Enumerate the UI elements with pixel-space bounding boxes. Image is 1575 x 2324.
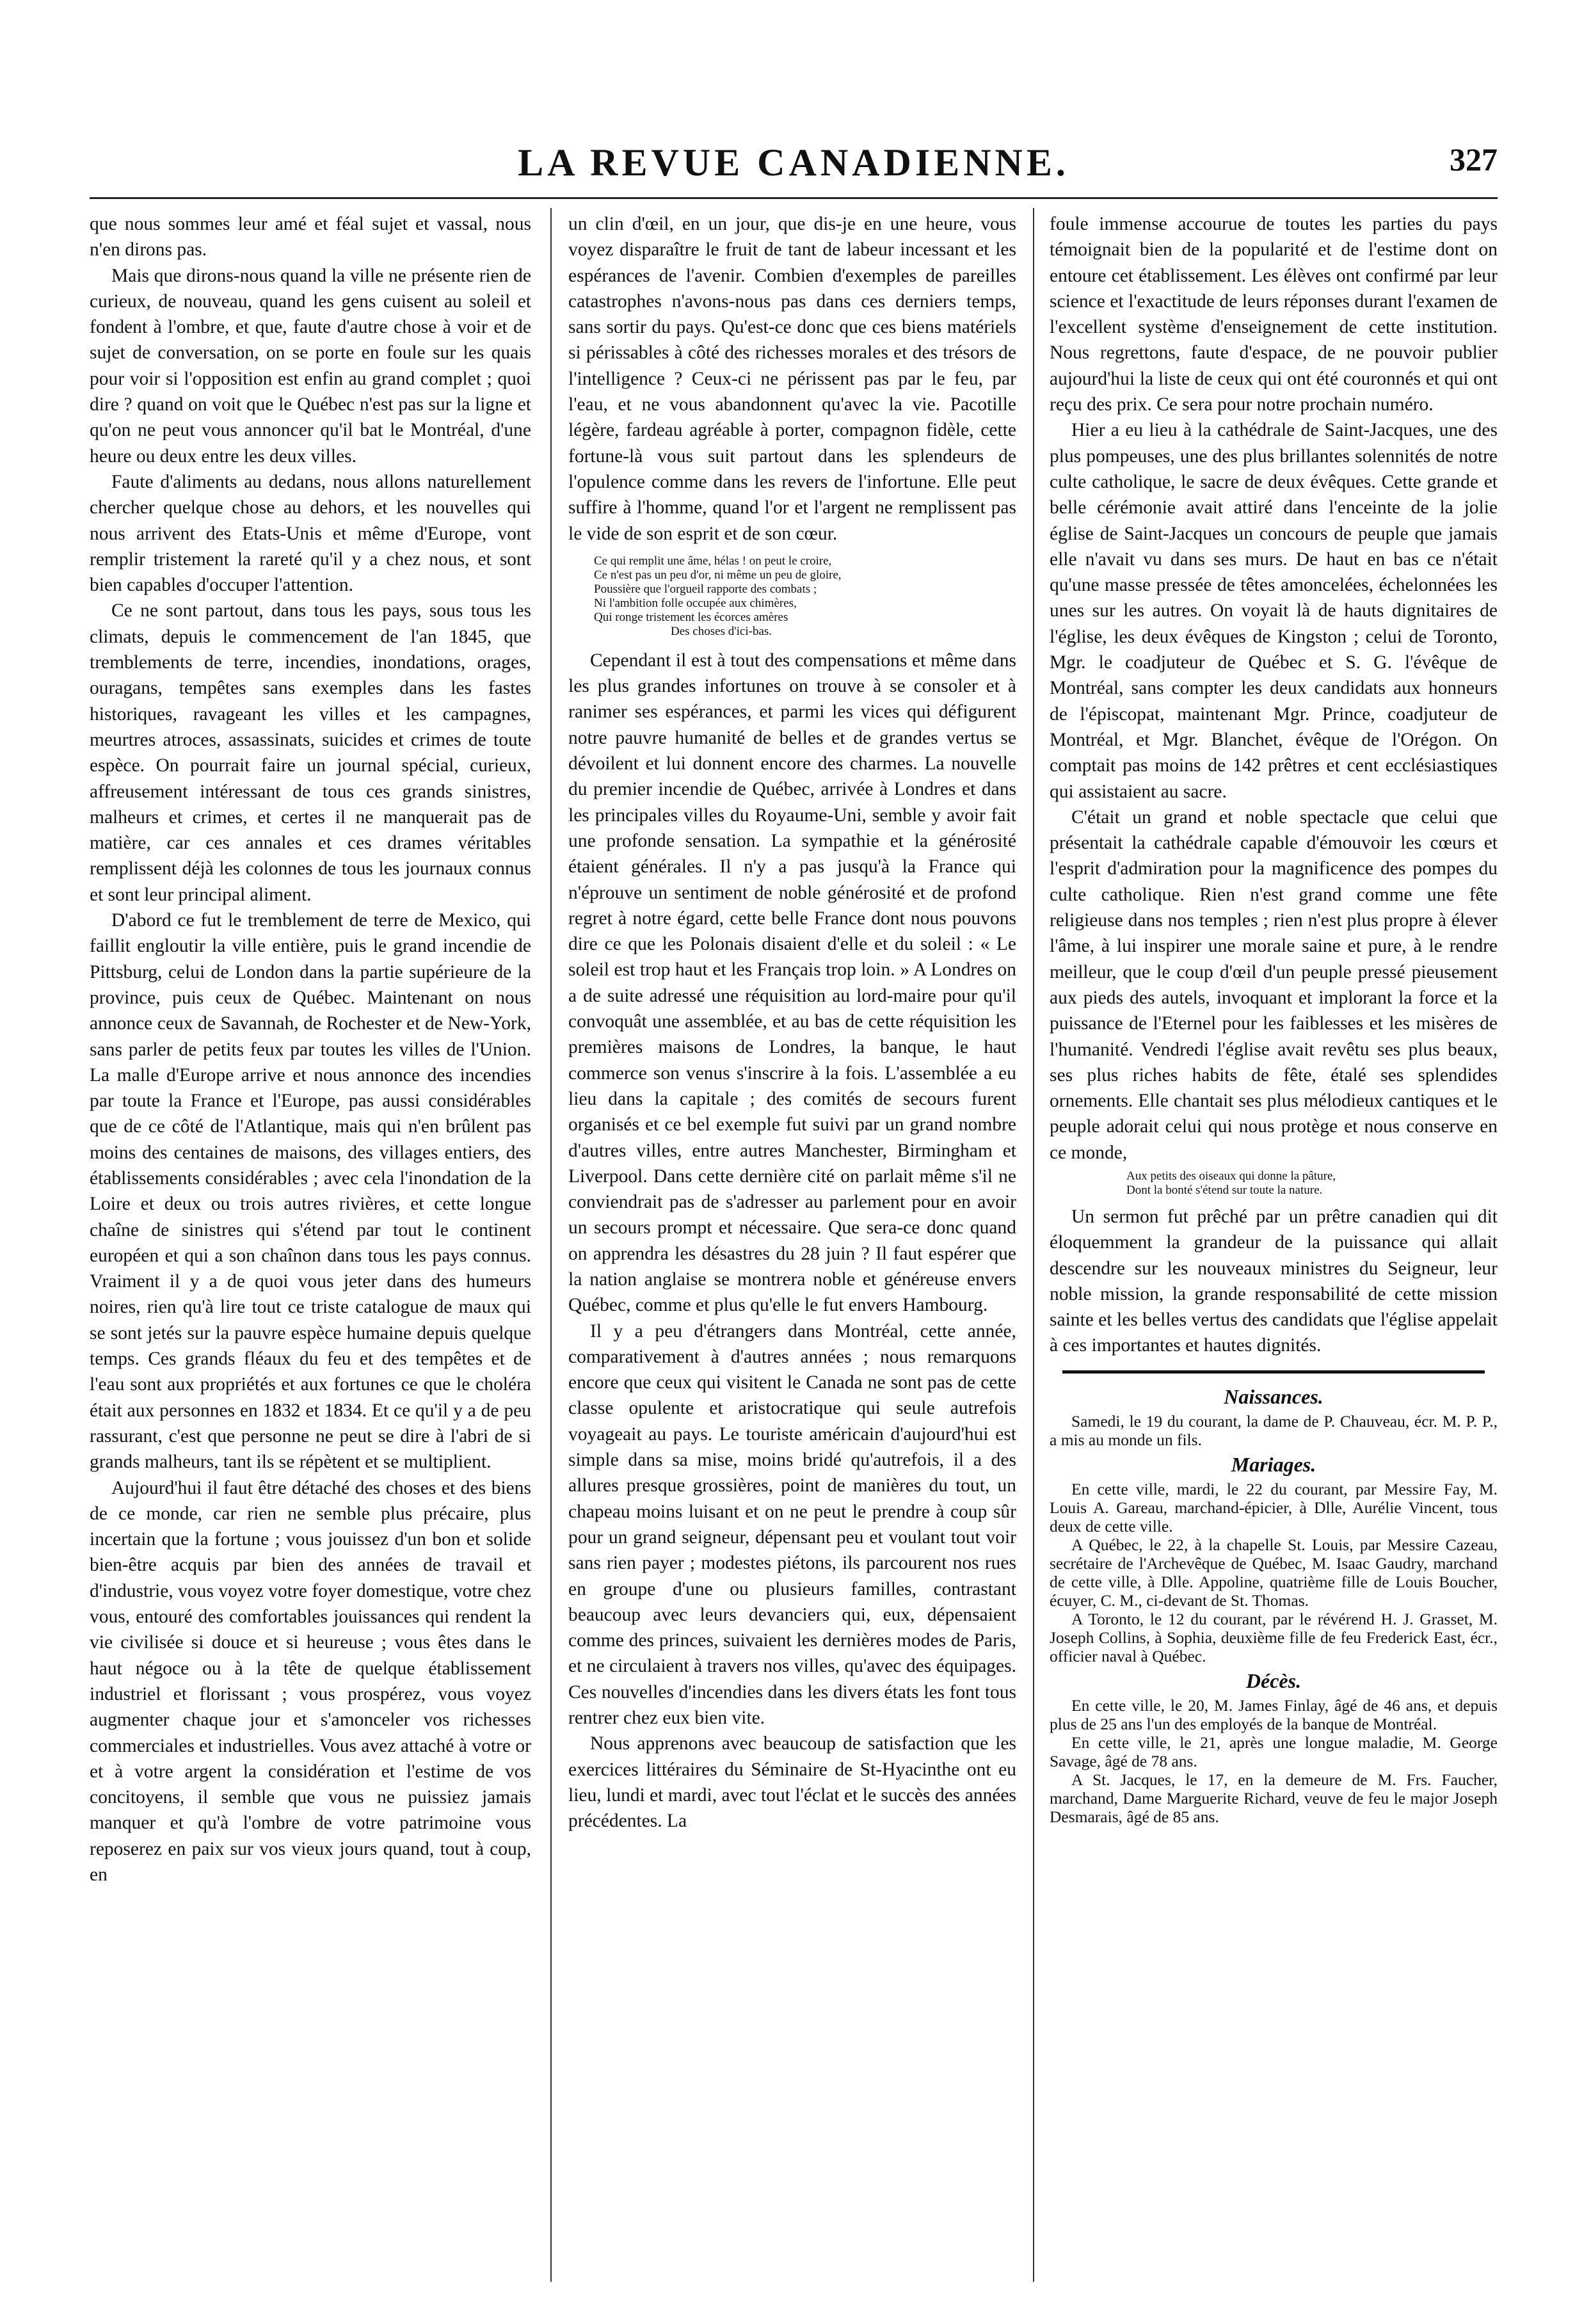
poem-quote	[594, 554, 1016, 639]
paragraph: foule immense accourue de toutes les parties du pays témoignait bien de la popularité et de l'estime dont on entoure cet établissement. Les élèves ont confirmé par leur science et l'exactitude de leurs réponses durant l'examen de l'excellent système d'enseignement de cette institution. Nous regrettons, faute d'espace, de ne pouvoir publier aujourd'hui la liste de ceux qui ont été couronnés et qui ont reçu des prix. Ce sera pour notre prochain numéro.	[1050, 214, 1498, 415]
births-heading: Naissances.	[1224, 1384, 1323, 1408]
deaths-heading: Décès.	[1245, 1669, 1302, 1692]
paragraph: C'était un grand et noble spectacle que celui que présentait la cathédrale capable d'émouvoir les cœurs et l'esprit d'admiration pour la magnificence des pompes du culte catholique. Rien n'est grand comme une fête religieuse dans nos temples ; rien n'est plus propre à élever l'âme, à lui inspirer une morale saine et pure, à le rendre meilleur, que le coup d'œil d'un peuple pressé pieusement aux pieds des autels, invoquant et implorant la force et la puissance de l'Eternel pour les faiblesses et les misères de l'humanité. Vendredi l'église avait revêtu ses plus beaux, ses plus riches habits de fête, étalé ses splendides ornements. Elle chantait ses plus mélodieux cantiques et le peuple adorait celui qui nous protège et nous conserve en ce monde,	[1050, 806, 1498, 1163]
poem-quote	[1126, 1169, 1498, 1198]
page-header	[90, 141, 1498, 192]
paragraph: Faute d'aliments au dedans, nous allons naturellement chercher quelque chose au dehors, et les nouvelles qui nous arrivent des Etats-Unis et même d'Europe, vont remplir tristement la rareté qu'il y a chez nous, et sont bien capables d'occuper l'attention.	[90, 471, 531, 596]
marriages-heading: Mariages.	[1231, 1452, 1316, 1476]
paragraph: Hier a eu lieu à la cathédrale de Saint-Jacques, une des plus pompeuses, une des plus brillantes solennités de notre culte catholique, le sacre de deux évêques. Cette grande et belle cérémonie avait attiré dans l'enceinte de la jolie église de Saint-Jacques un concours de peuple que jamais elle n'avait vu dans ses murs. De haut en bas ce n'était qu'une masse pressée de têtes amoncelées, échelonnées les unes sur les autres. On voyait là de hauts dignitaires de l'église, les deux évêques de Kingston ; celui de Toronto, Mgr. le coadjuteur de Québec et S. G. l'évêque de Montréal, sans compter les deux candidats aux honneurs de l'épiscopat, maintenant Mgr. Prince, coadjuteur de Montréal, et Mgr. Blanchet, évêque de l'Orégon. On comptait pas moins de 142 prêtres et cent ecclésiastiques qui assistaient au sacre.	[1050, 420, 1498, 802]
poem-line: Des choses d'ici-bas.	[671, 624, 772, 638]
column-3	[1050, 211, 1498, 2272]
paragraph: Aujourd'hui il faut être détaché des choses et des biens de ce monde, car rien ne semble plus précaire, plus incertain que la fortune ; vous jouissez d'un bon et solide bien-être acquis par bien des années de travail et d'industrie, vous voyez votre foyer domestique, votre chez vous, entouré des comfortables jouissances qui rendent la vie civilisée si douce et si heureuse ; vous êtes dans le haut négoce ou à la tête de quelque établissement industriel et florissant ; vous prospérez, vous voyez augmenter chaque jour et s'amonceler vos richesses commerciales et industrielles. Vous avez attaché à votre or et à votre argent la considération et l'estime de vos concitoyens, il semble que vous ne puissiez jamais manquer et qu'à l'ombre de votre patrimoine vous reposerez en paix sur vos vieux jours quand, tout à coup, en	[90, 1477, 531, 1885]
death-notice: En cette ville, le 21, après une longue maladie, M. George Savage, âgé de 78 ans.	[1050, 1733, 1498, 1770]
column-2	[568, 211, 1016, 2272]
paragraph: un clin d'œil, en un jour, que dis-je en une heure, vous voyez disparaître le fruit de tant de labeur incessant et les espérances de l'avenir. Combien d'exemples de pareilles catastrophes n'avons-nous pas dans ces derniers temps, sans sortir du pays. Qu'est-ce donc que ces biens matériels si périssables à côté des richesses morales et des trésors de l'intelligence ? Ceux-ci ne périssent pas par le feu, par l'eau, et ne vous abandonnent qu'avec la vie. Pacotille légère, fardeau agréable à porter, compagnon fidèle, cette fortune-là vous suit partout dans les splendeurs de l'opulence comme dans les revers de l'infortune. Elle peut suffire à l'homme, quand l'or et l'argent ne remplissent pas le vide de son esprit et de son cœur.	[568, 214, 1016, 544]
paragraph: D'abord ce fut le tremblement de terre de Mexico, qui faillit engloutir la ville entière, puis le grand incendie de Pittsburg, celui de London dans la partie supérieure de la province, puis ceux de Québec. Maintenant on nous annonce ceux de Savannah, de Rochester et de New-York, sans parler de petits feux par toutes les villes de l'Union. La malle d'Europe arrive et nous annonce des incendies par toute la France et l'Europe, pas aussi considérables que de ce côté de l'Atlantique, mais qui n'en brûlent pas moins des centaines de maisons, des villages entiers, des établissements considérables ; avec cela l'inondation de la Loire et deux ou trois autres rivières, et cette longue chaîne de sinistres qui s'étend par tout le continent européen et qui a son chaînon dans tous les pays connus. Vraiment il y a de quoi vous jeter dans des humeurs noires, rien qu'à lire tout ce triste catalogue de maux qui se sont jetés sur la pauvre espèce humaine depuis quelque temps. Ces grands fléaux du feu et des tempêtes et de l'eau sont aux propriétés et aux fortunes ce que le choléra était aux personnes en 1832 et 1834. Et ce qu'il y a de peu rassurant, c'est que personne ne peut se dire à l'abri de si grands malheurs, tant ils se répètent et se multiplient.	[90, 910, 531, 1473]
poem-line: Ni l'ambition folle occupée aux chimères,	[594, 596, 797, 610]
paragraph: Ce ne sont partout, dans tous les pays, sous tous les climats, depuis le commencement de l'an 1845, que tremblements de terre, incendies, inondations, orages, ouragans, tempêtes sans exemples dans les fastes historiques, ravageant les villes et les campagnes, meurtres atroces, assassinats, suicides et crimes de toute espèce. On pourrait faire un journal spécial, curieux, affreusement intéressant de tous ces grands sinistres, malheurs et crimes, et certes il ne manquerait pas de matière, car ces annales et ces drames véritables remplissent déjà les colonnes de tous les journaux connus et sont leur principal aliment.	[90, 600, 531, 905]
death-notice: En cette ville, le 20, M. James Finlay, âgé de 46 ans, et depuis plus de 25 ans l'un des employés de la banque de Montréal.	[1050, 1695, 1498, 1733]
section-rule	[1062, 1370, 1485, 1374]
paragraph: Un sermon fut prêché par un prêtre canadien qui dit éloquemment la grandeur de la puissance qui allait descendre sur les nouveaux ministres du Seigneur, leur noble mission, la grande responsabilité de cette mission sainte et les belles vertus des candidats que l'église appelait à ces importantes et hautes dignités.	[1050, 1206, 1498, 1356]
column-1	[90, 211, 531, 2272]
paragraph: Mais que dirons-nous quand la ville ne présente rien de curieux, de nouveau, quand les gens cuisent au soleil et fondent à l'ombre, et que, faute d'autre chose à voir et de sujet de conversation, on se porte en foule sur les quais pour voir si l'opposition est enfin au grand complet ; quoi dire ? quand on voit que le Québec n'est pas sur la ligne et qu'on ne peut vous annoncer qu'il bat le Montréal, d'une heure ou deux entre les deux villes.	[90, 265, 531, 467]
journal-title: LA REVUE CANADIENNE.	[518, 141, 1069, 184]
page-number: 327	[1450, 141, 1498, 177]
poem-line: Ce n'est pas un peu d'or, ni même un peu de gloire,	[594, 568, 842, 582]
paragraph: Nous apprenons avec beaucoup de satisfaction que les exercices littéraires du Séminaire de St-Hyacinthe ont eu lieu, lundi et mardi, avec tout l'éclat et le succès des années précédentes. La	[568, 1733, 1016, 1832]
paragraph: Il y a peu d'étrangers dans Montréal, cette année, comparativement à d'autres années ; nous remarquons encore que ceux qui visitent le Canada ne sont pas de cette classe opulente et aristocratique qui seule autrefois voyageait au pays. Le touriste américain d'aujourd'hui est simple dans sa mise, moins bridé qu'autrefois, il a des allures presque grossières, point de manières du tout, un chapeau moins luisant et on ne peut le prendre à coup sûr pour un grand seigneur, dépensant peu et voulant tout voir sans rien payer ; modestes piétons, ils parcourent nos rues en groupe d'une ou plusieurs familles, contrastant beaucoup avec leurs devanciers qui, eux, dépensaient comme des princes, suivaient les dernières modes de Paris, et ne circulaient à travers nos villes, qu'avec des équipages. Ces nouvelles d'incendies dans les divers états les font tous rentrer chez eux bien vite.	[568, 1320, 1016, 1729]
birth-notice: Samedi, le 19 du courant, la dame de P. Chauveau, écr. M. P. P., a mis au monde un fils.	[1050, 1411, 1498, 1449]
death-notice: A St. Jacques, le 17, en la demeure de M. Frs. Faucher, marchand, Dame Marguerite Richard, veuve de feu le major Joseph Desmarais, âgé de 85 ans.	[1050, 1770, 1498, 1826]
poem-line: Ce qui remplit une âme, hélas ! on peut le croire,	[594, 554, 832, 568]
marriage-notice: A Québec, le 22, à la chapelle St. Louis, par Messire Cazeau, secrétaire de l'Archevêque de Québec, M. Isaac Gaudry, marchand de cette ville, à Dlle. Appoline, quatrième fille de Louis Boucher, écuyer, C. M., ci-devant de St. Thomas.	[1050, 1535, 1498, 1610]
poem-line: Aux petits des oiseaux qui donne la pâture,	[1126, 1169, 1336, 1183]
marriage-notice: A Toronto, le 12 du courant, par le révérend H. J. Grasset, M. Joseph Collins, à Sophia, deuxième fille de feu Frederick East, écr., officier naval à Québec.	[1050, 1609, 1498, 1665]
column-divider-2	[1033, 208, 1034, 2282]
poem-line: Qui ronge tristement les écorces amères	[594, 610, 788, 624]
poem-line: Poussière que l'orgueil rapporte des combats ;	[594, 582, 817, 596]
paragraph: que nous sommes leur amé et féal sujet et vassal, nous n'en dirons pas.	[90, 214, 531, 260]
marriage-notice: En cette ville, mardi, le 22 du courant, par Messire Fay, M. Louis A. Gareau, marchand-épicier, à Dlle, Aurélie Vincent, tous deux de cette ville.	[1050, 1479, 1498, 1535]
paragraph: Cependant il est à tout des compensations et même dans les plus grandes infortunes on trouve à se consoler et à ranimer ses espérances, et parmi les vices qui défigurent notre pauvre humanité de belles et de grandes vertus se dévoilent et lui donnent encore des charmes. La nouvelle du premier incendie de Québec, arrivée à Londres et dans les principales villes du Royaume-Uni, semble y avoir fait une profonde sensation. La sympathie et la générosité étaient générales. Il n'y a pas jusqu'à la France qui n'éprouve un sentiment de noble générosité et de profond regret à notre égard, cette belle France dont nous pouvons dire ce que les Polonais disaient d'elle et du soleil : « Le soleil est trop haut et les Français trop loin. » A Londres on a de suite adressé une réquisition au lord-maire pour qu'il convoquât une assemblée, et au bas de cette réquisition les premières maisons de Londres, la banque, le haut commerce son venus s'inscrire à la fois. L'assemblée a eu lieu dans la capitale ; des comités de secours furent organisés et ce bel exemple fut suivi par un grand nombre d'autres villes, entre autres Manchester, Birmingham et Liverpool. Dans cette dernière cité on parlait même s'il ne conviendrait pas de s'adresser au parlement pour en avoir un secours prompt et nécessaire. Que sera-ce donc quand on apprendra les désastres du 28 juin ? Il faut espérer que la nation anglaise se montrera noble et généreuse envers Québec, comme et plus qu'elle le fut envers Hambourg.	[568, 650, 1016, 1316]
header-rule	[90, 197, 1498, 199]
column-divider-1	[550, 208, 552, 2282]
poem-line: Dont la bonté s'étend sur toute la nature.	[1126, 1183, 1323, 1197]
